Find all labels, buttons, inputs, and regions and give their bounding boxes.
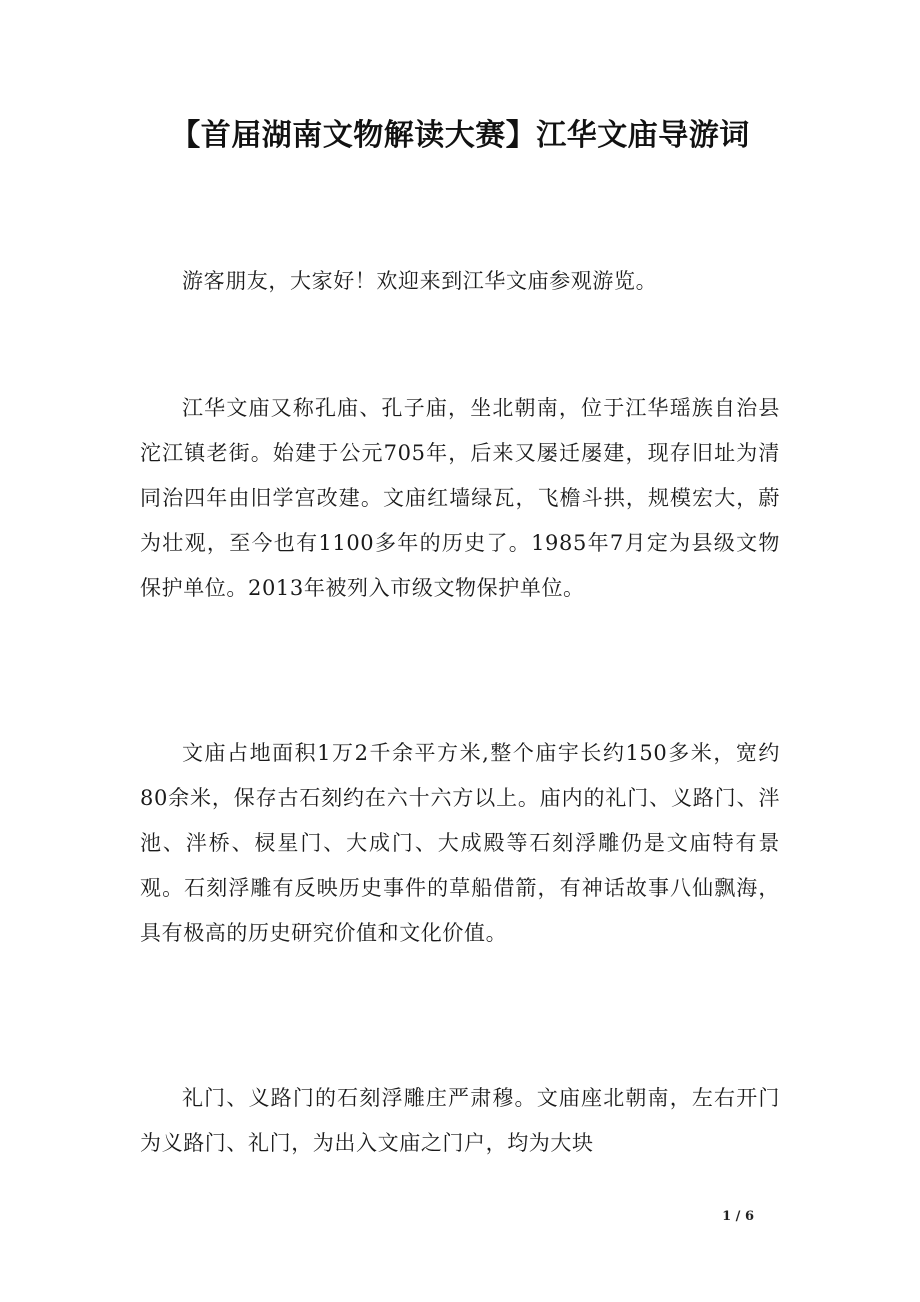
paragraph-gates: 礼门、义路门的石刻浮雕庄严肃穆。文庙座北朝南，左右开门为义路门、礼门，为出入文庙之门户，均为大块 xyxy=(140,1086,780,1155)
paragraph-greeting: 游客朋友，大家好！欢迎来到江华文庙参观游览。 xyxy=(182,269,658,293)
page-number: 1 / 6 xyxy=(722,1209,754,1224)
paragraph-layout: 文庙占地面积1万2千余平方米,整个庙宇长约150多米，宽约80余米，保存古石刻约在六十六方以上。庙内的礼门、义路门、泮池、泮桥、棂星门、大成门、大成殿等石刻浮雕仍是文庙特有景观。石刻浮雕有反映历史事件的草船借箭，有神话故事八仙飘海，具有极高的历史研究价值和文化价值。 xyxy=(140,741,780,945)
paragraph-history: 江华文庙又称孔庙、孔子庙，坐北朝南，位于江华瑶族自治县沱江镇老街。始建于公元705年，后来又屡迁屡建，现存旧址为清同治四年由旧学宫改建。文庙红墙绿瓦，飞檐斗拱，规模宏大，蔚为壮观，至今也有1100多年的历史了。1985年7月定为县级文物保护单位。2013年被列入市级文物保护单位。 xyxy=(140,396,780,600)
document-title: 【首届湖南文物解读大赛】江华文庙导游词 xyxy=(170,118,750,153)
